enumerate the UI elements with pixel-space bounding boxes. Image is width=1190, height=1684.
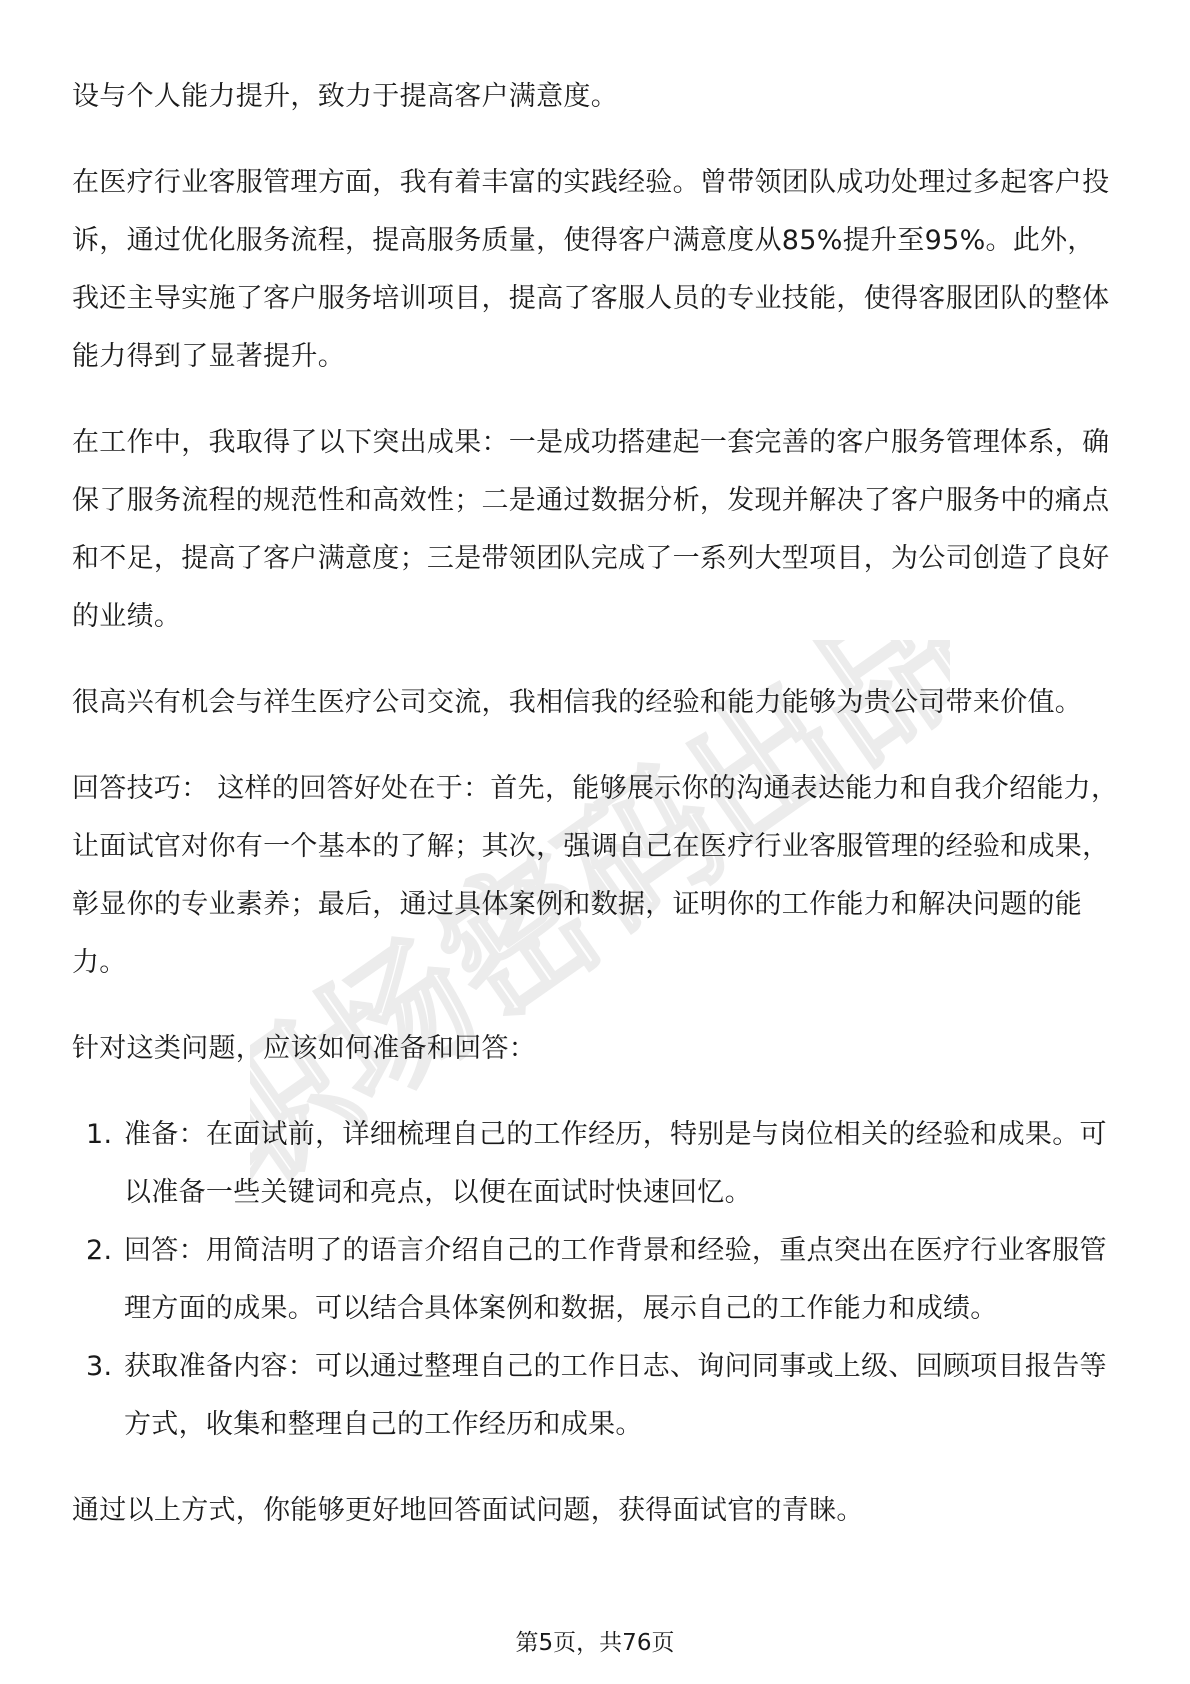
paragraph-closing-statement: 很高兴有机会与祥生医疗公司交流，我相信我的经验和能力能够为贵公司带来价值。: [72, 687, 1083, 718]
paragraph-intro-end: 设与个人能力提升，致力于提高客户满意度。: [72, 81, 618, 112]
list-item: [72, 1222, 1122, 1338]
list-item-text: 准备：在面试前，详细梳理自己的工作经历，特别是与岗位相关的经验和成果。可以准备一些关键词和亮点，以便在面试时快速回忆。: [124, 1119, 1107, 1208]
page-number-footer: 第5页，共76页: [515, 1630, 675, 1656]
watermark-text: 职场密码出品: [250, 640, 950, 1200]
list-item-number: 3.: [86, 1351, 113, 1382]
list-item-number: 1.: [86, 1119, 113, 1150]
list-item-number: 2.: [86, 1235, 113, 1266]
list-item: [72, 1106, 1122, 1222]
paragraph-conclusion: 通过以上方式，你能够更好地回答面试问题，获得面试官的青睐。: [72, 1495, 864, 1526]
preparation-list: [72, 1106, 1122, 1454]
list-item-text: 回答：用简洁明了的语言介绍自己的工作背景和经验，重点突出在医疗行业客服管理方面的成果。可以结合具体案例和数据，展示自己的工作能力和成绩。: [124, 1235, 1107, 1324]
paragraph-preparation-question: 针对这类问题，应该如何准备和回答：: [72, 1033, 537, 1064]
paragraph-answer-tips: 回答技巧： 这样的回答好处在于：首先，能够展示你的沟通表达能力和自我介绍能力，让面试官对你有一个基本的了解；其次，强调自己在医疗行业客服管理的经验和成果，彰显你的专业素养；最后，通过具体案例和数据，证明你的工作能力和解决问题的能力。: [72, 773, 1119, 978]
list-item-text: 获取准备内容：可以通过整理自己的工作日志、询问同事或上级、回顾项目报告等方式，收集和整理自己的工作经历和成果。: [124, 1351, 1107, 1440]
paragraph-achievements: 在工作中，我取得了以下突出成果：一是成功搭建起一套完善的客户服务管理体系，确保了服务流程的规范性和高效性；二是通过数据分析，发现并解决了客户服务中的痛点和不足，提高了客户满意度；三是带领团队完成了一系列大型项目，为公司创造了良好的业绩。: [72, 427, 1110, 632]
list-item: [72, 1338, 1122, 1454]
paragraph-experience: 在医疗行业客服管理方面，我有着丰富的实践经验。曾带领团队成功处理过多起客户投诉，通过优化服务流程，提高服务质量，使得客户满意度从85%提升至95%。此外，我还主导实施了客户服务培训项目，提高了客服人员的专业技能，使得客服团队的整体能力得到了显著提升。: [72, 167, 1110, 372]
main-content: [72, 68, 1122, 1568]
